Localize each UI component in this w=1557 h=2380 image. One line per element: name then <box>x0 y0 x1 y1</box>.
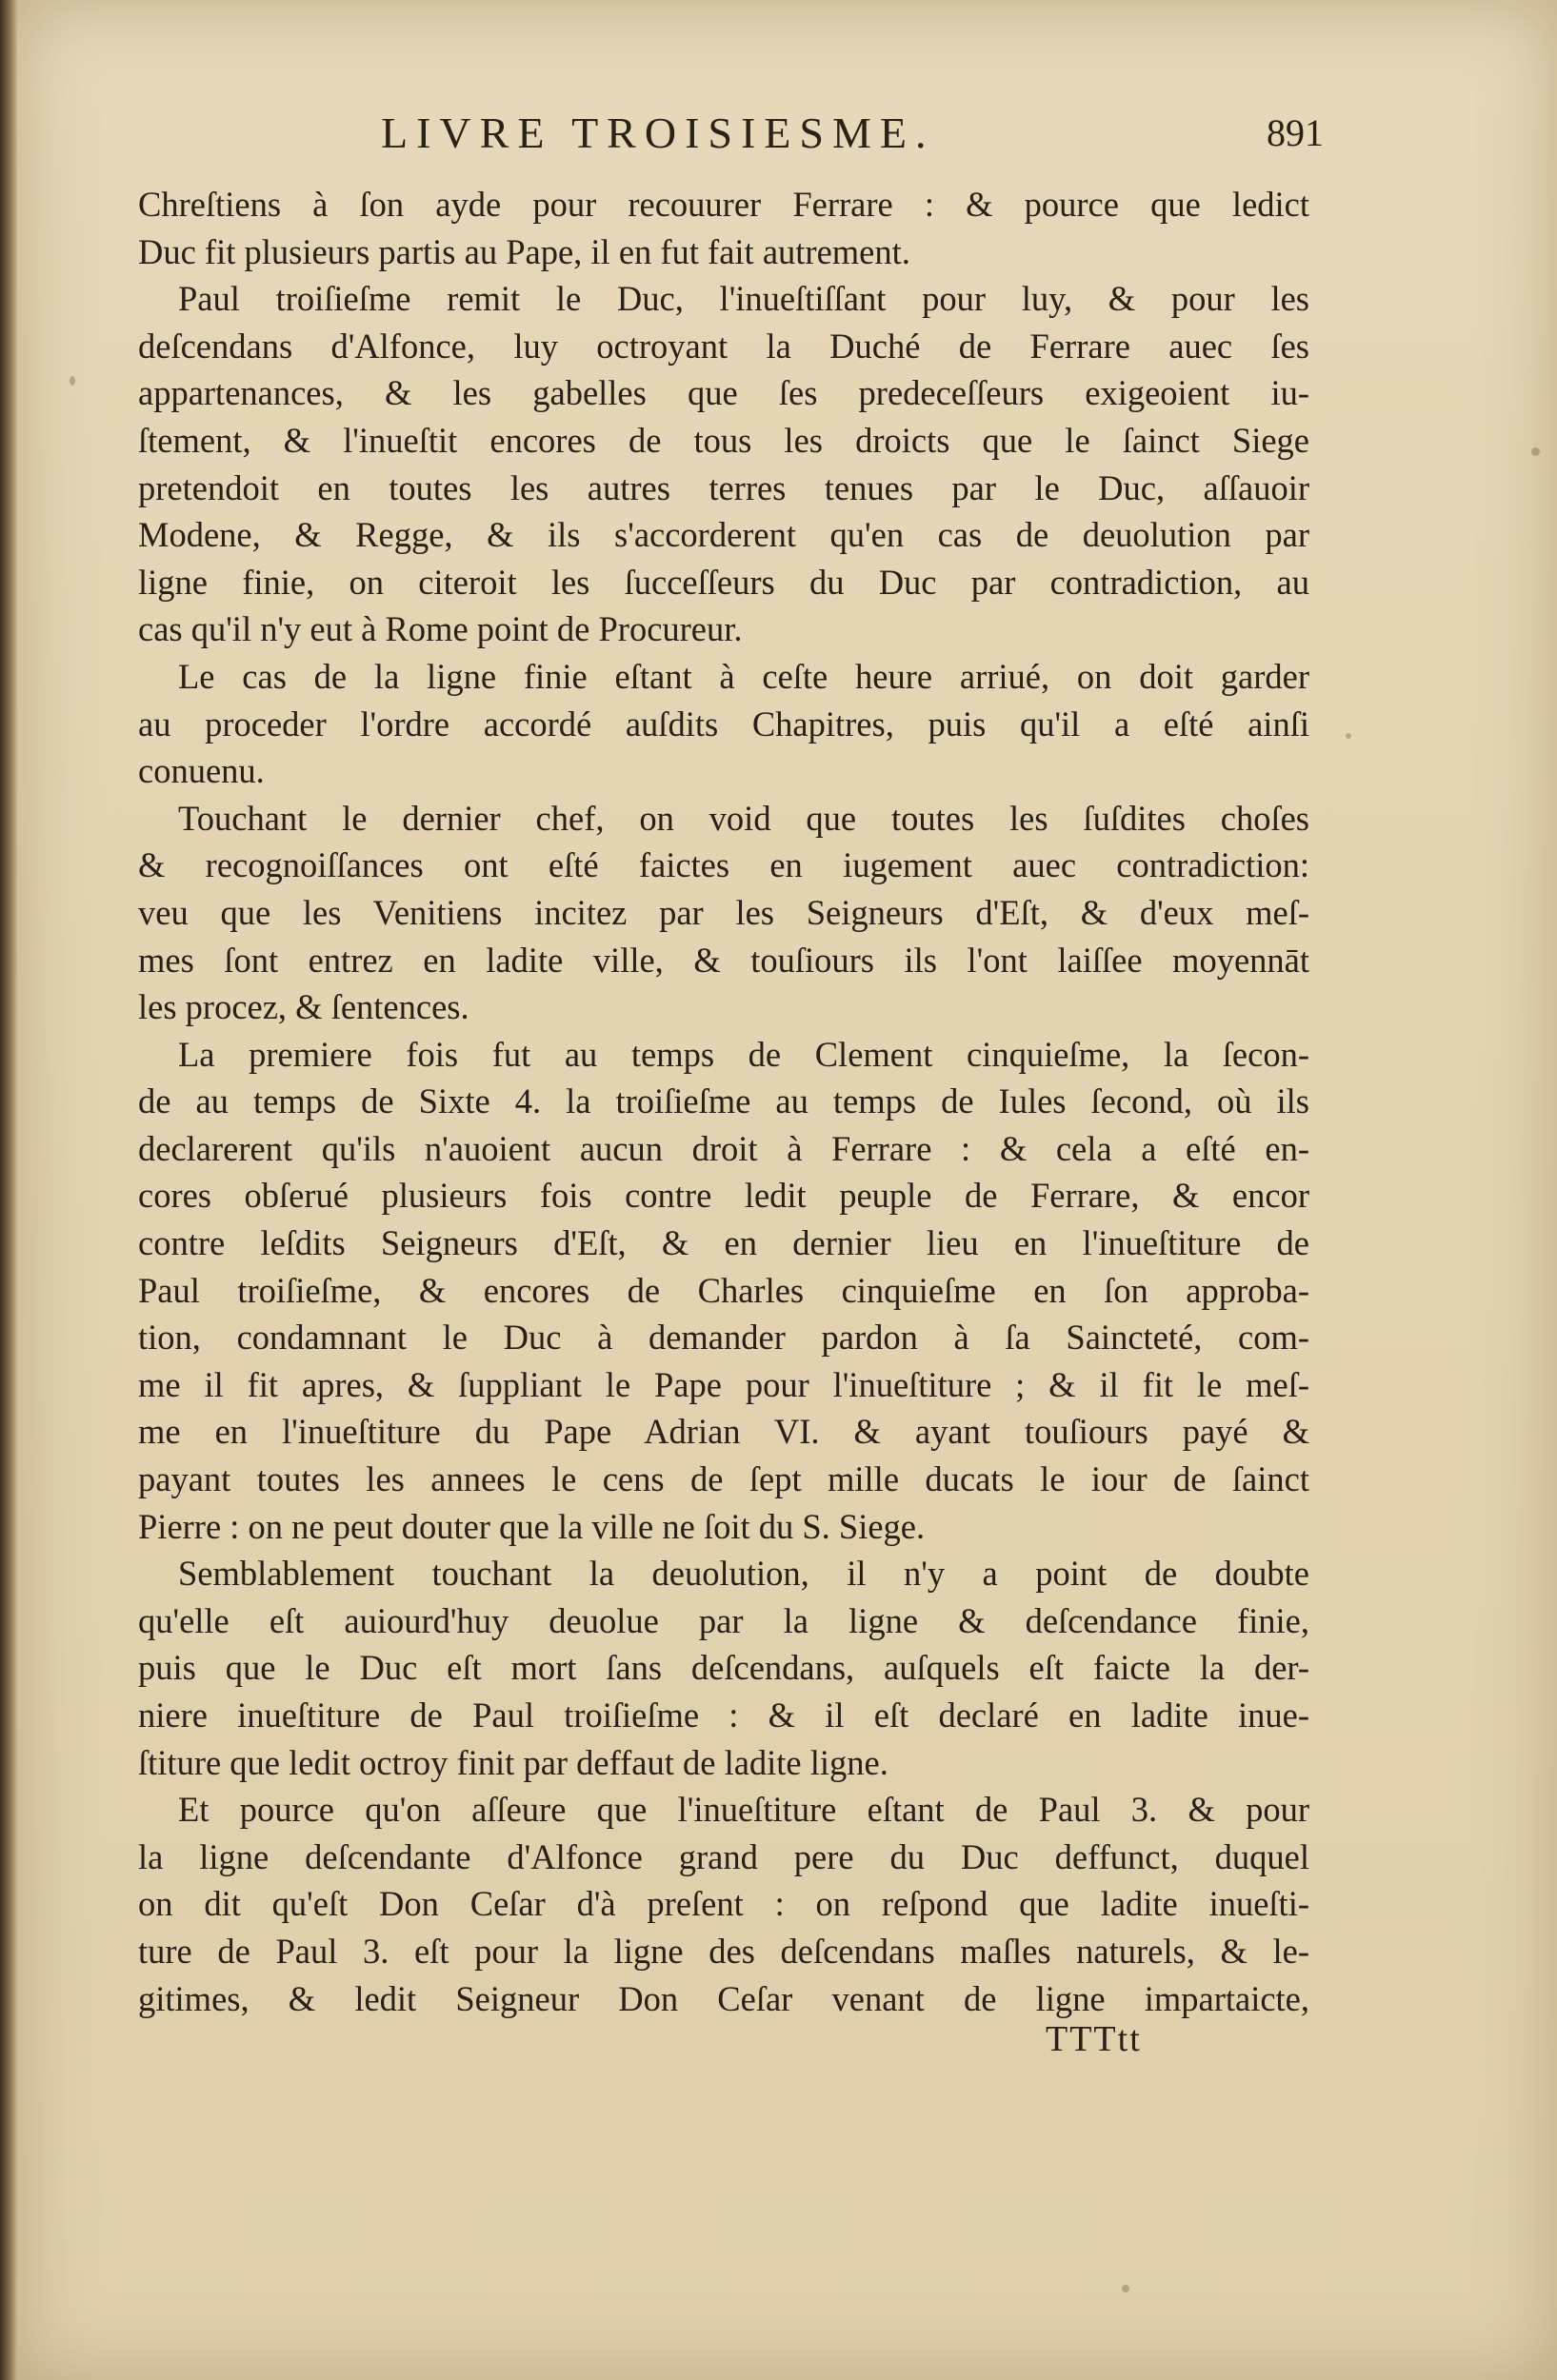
text-line: Duc fit plusieurs partis au Pape, il en fut fait autrement. <box>138 231 910 271</box>
paragraph <box>138 653 1309 795</box>
text-line: Paul troiſieſme, & encores de Charles cinquieſme en ſon approba- <box>138 1270 1309 1310</box>
signature-mark: TTTtt <box>1046 2019 1142 2059</box>
text-line: payant toutes les annees le cens de ſept mille ducats le iour de ſainct <box>138 1459 1309 1499</box>
text-line: veu que les Venitiens incitez par les Seigneurs d'Eſt, & d'eux meſ- <box>138 892 1309 932</box>
text-line: ſtement, & l'inueſtit encores de tous les droicts que le ſainct Siege <box>138 420 1309 460</box>
text-line: gitimes, & ledit Seigneur Don Ceſar venant de ligne impartaicte, <box>138 1978 1309 2018</box>
text-line: Le cas de la ligne finie eſtant à ceſte heure arriué, on doit garder <box>178 656 1309 696</box>
text-line: niere inueſtiture de Paul troiſieſme : & il eſt declaré en ladite inue- <box>138 1696 1309 1735</box>
running-head: LIVRE TROISIESME. <box>381 109 935 157</box>
text-line: ſtiture que ledit octroy finit par deffaut de ladite ligne. <box>138 1742 888 1782</box>
binding-gutter <box>0 0 17 2380</box>
text-line: Pierre : on ne peut douter que la ville ne ſoit du S. Siege. <box>138 1506 926 1546</box>
text-line: tion, condamnant le Duc à demander pardon à ſa Saincteté, com- <box>138 1318 1309 1358</box>
text-line: cas qu'il n'y eut à Rome point de Procureur. <box>138 609 743 649</box>
text-line: ture de Paul 3. eſt pour la ligne des deſcendans maſles naturels, & le- <box>138 1931 1309 1971</box>
text-line: Et pource qu'on aſſeure que l'inueſtiture eſtant de Paul 3. & pour <box>178 1790 1309 1830</box>
text-line: Chreſtiens à ſon ayde pour recouurer Ferrare : & pource que ledict <box>138 185 1309 224</box>
text-line: deſcendans d'Alfonce, luy octroyant la Duché de Ferrare auec ſes <box>138 326 1309 366</box>
paragraph <box>138 1786 1309 2022</box>
foxing-spot <box>1122 2285 1129 2292</box>
text-line: au proceder l'ordre accordé auſdits Chapitres, puis qu'il a eſté ainſi <box>138 704 1309 744</box>
text-line: les procez, & ſentences. <box>138 987 469 1027</box>
text-line: qu'elle eſt auiourd'huy deuolue par la ligne & deſcendance finie, <box>138 1600 1309 1640</box>
paragraph <box>138 795 1309 1031</box>
text-line: conuenu. <box>138 751 265 791</box>
text-line: Touchant le dernier chef, on void que toutes les ſuſdites choſes <box>178 798 1309 838</box>
text-line: Semblablement touchant la deuolution, il n'y a point de doubte <box>178 1554 1309 1594</box>
text-line: me en l'inueſtiture du Pape Adrian VI. & ayant touſiours payé & <box>138 1412 1309 1452</box>
text-line: contre leſdits Seigneurs d'Eſt, & en dernier lieu en l'inueſtiture de <box>138 1223 1309 1263</box>
paragraph <box>138 181 1309 275</box>
text-line: me il fit apres, & ſuppliant le Pape pour l'inueſtiture ; & il fit le meſ- <box>138 1364 1309 1404</box>
text-line: de au temps de Sixte 4. la troiſieſme au temps de Iules ſecond, où ils <box>138 1081 1309 1121</box>
body-text <box>138 181 1309 2022</box>
text-line: Modene, & Regge, & ils s'accorderent qu'en cas de deuolution par <box>138 515 1309 555</box>
paragraph <box>138 1550 1309 1786</box>
text-line: Paul troiſieſme remit le Duc, l'inueſtiſſant pour luy, & pour les <box>178 279 1309 319</box>
text-line: pretendoit en toutes les autres terres tenues par le Duc, aſſauoir <box>138 467 1309 507</box>
text-line: declarerent qu'ils n'auoient aucun droit à Ferrare : & cela a eſté en- <box>138 1128 1309 1168</box>
text-line: puis que le Duc eſt mort ſans deſcendans, auſquels eſt faicte la der- <box>138 1648 1309 1688</box>
text-line: & recognoiſſances ont eſté faictes en iugement auec contradiction: <box>138 845 1309 885</box>
foxing-spot <box>1346 733 1351 739</box>
foxing-spot <box>1531 447 1540 456</box>
foxing-spot <box>70 376 75 386</box>
text-line: cores obſerué plusieurs fois contre ledit peuple de Ferrare, & encor <box>138 1176 1309 1216</box>
text-line: La premiere fois fut au temps de Clement cinquieſme, la ſecon- <box>178 1034 1309 1074</box>
page-header <box>162 105 1324 162</box>
text-line: ligne finie, on citeroit les ſucceſſeurs du Duc par contradiction, au <box>138 562 1309 602</box>
text-line: on dit qu'eſt Don Ceſar d'à preſent : on reſpond que ladite inueſti- <box>138 1884 1309 1924</box>
page-number: 891 <box>1267 111 1324 154</box>
text-line: mes ſont entrez en ladite ville, & touſiours ils l'ont laiſſee moyennāt <box>138 940 1309 980</box>
text-line: la ligne deſcendante d'Alfonce grand pere du Duc deffunct, duquel <box>138 1836 1309 1876</box>
text-line: appartenances, & les gabelles que ſes predeceſſeurs exigeoient iu- <box>138 373 1309 413</box>
paragraph <box>138 275 1309 653</box>
paragraph <box>138 1031 1309 1551</box>
